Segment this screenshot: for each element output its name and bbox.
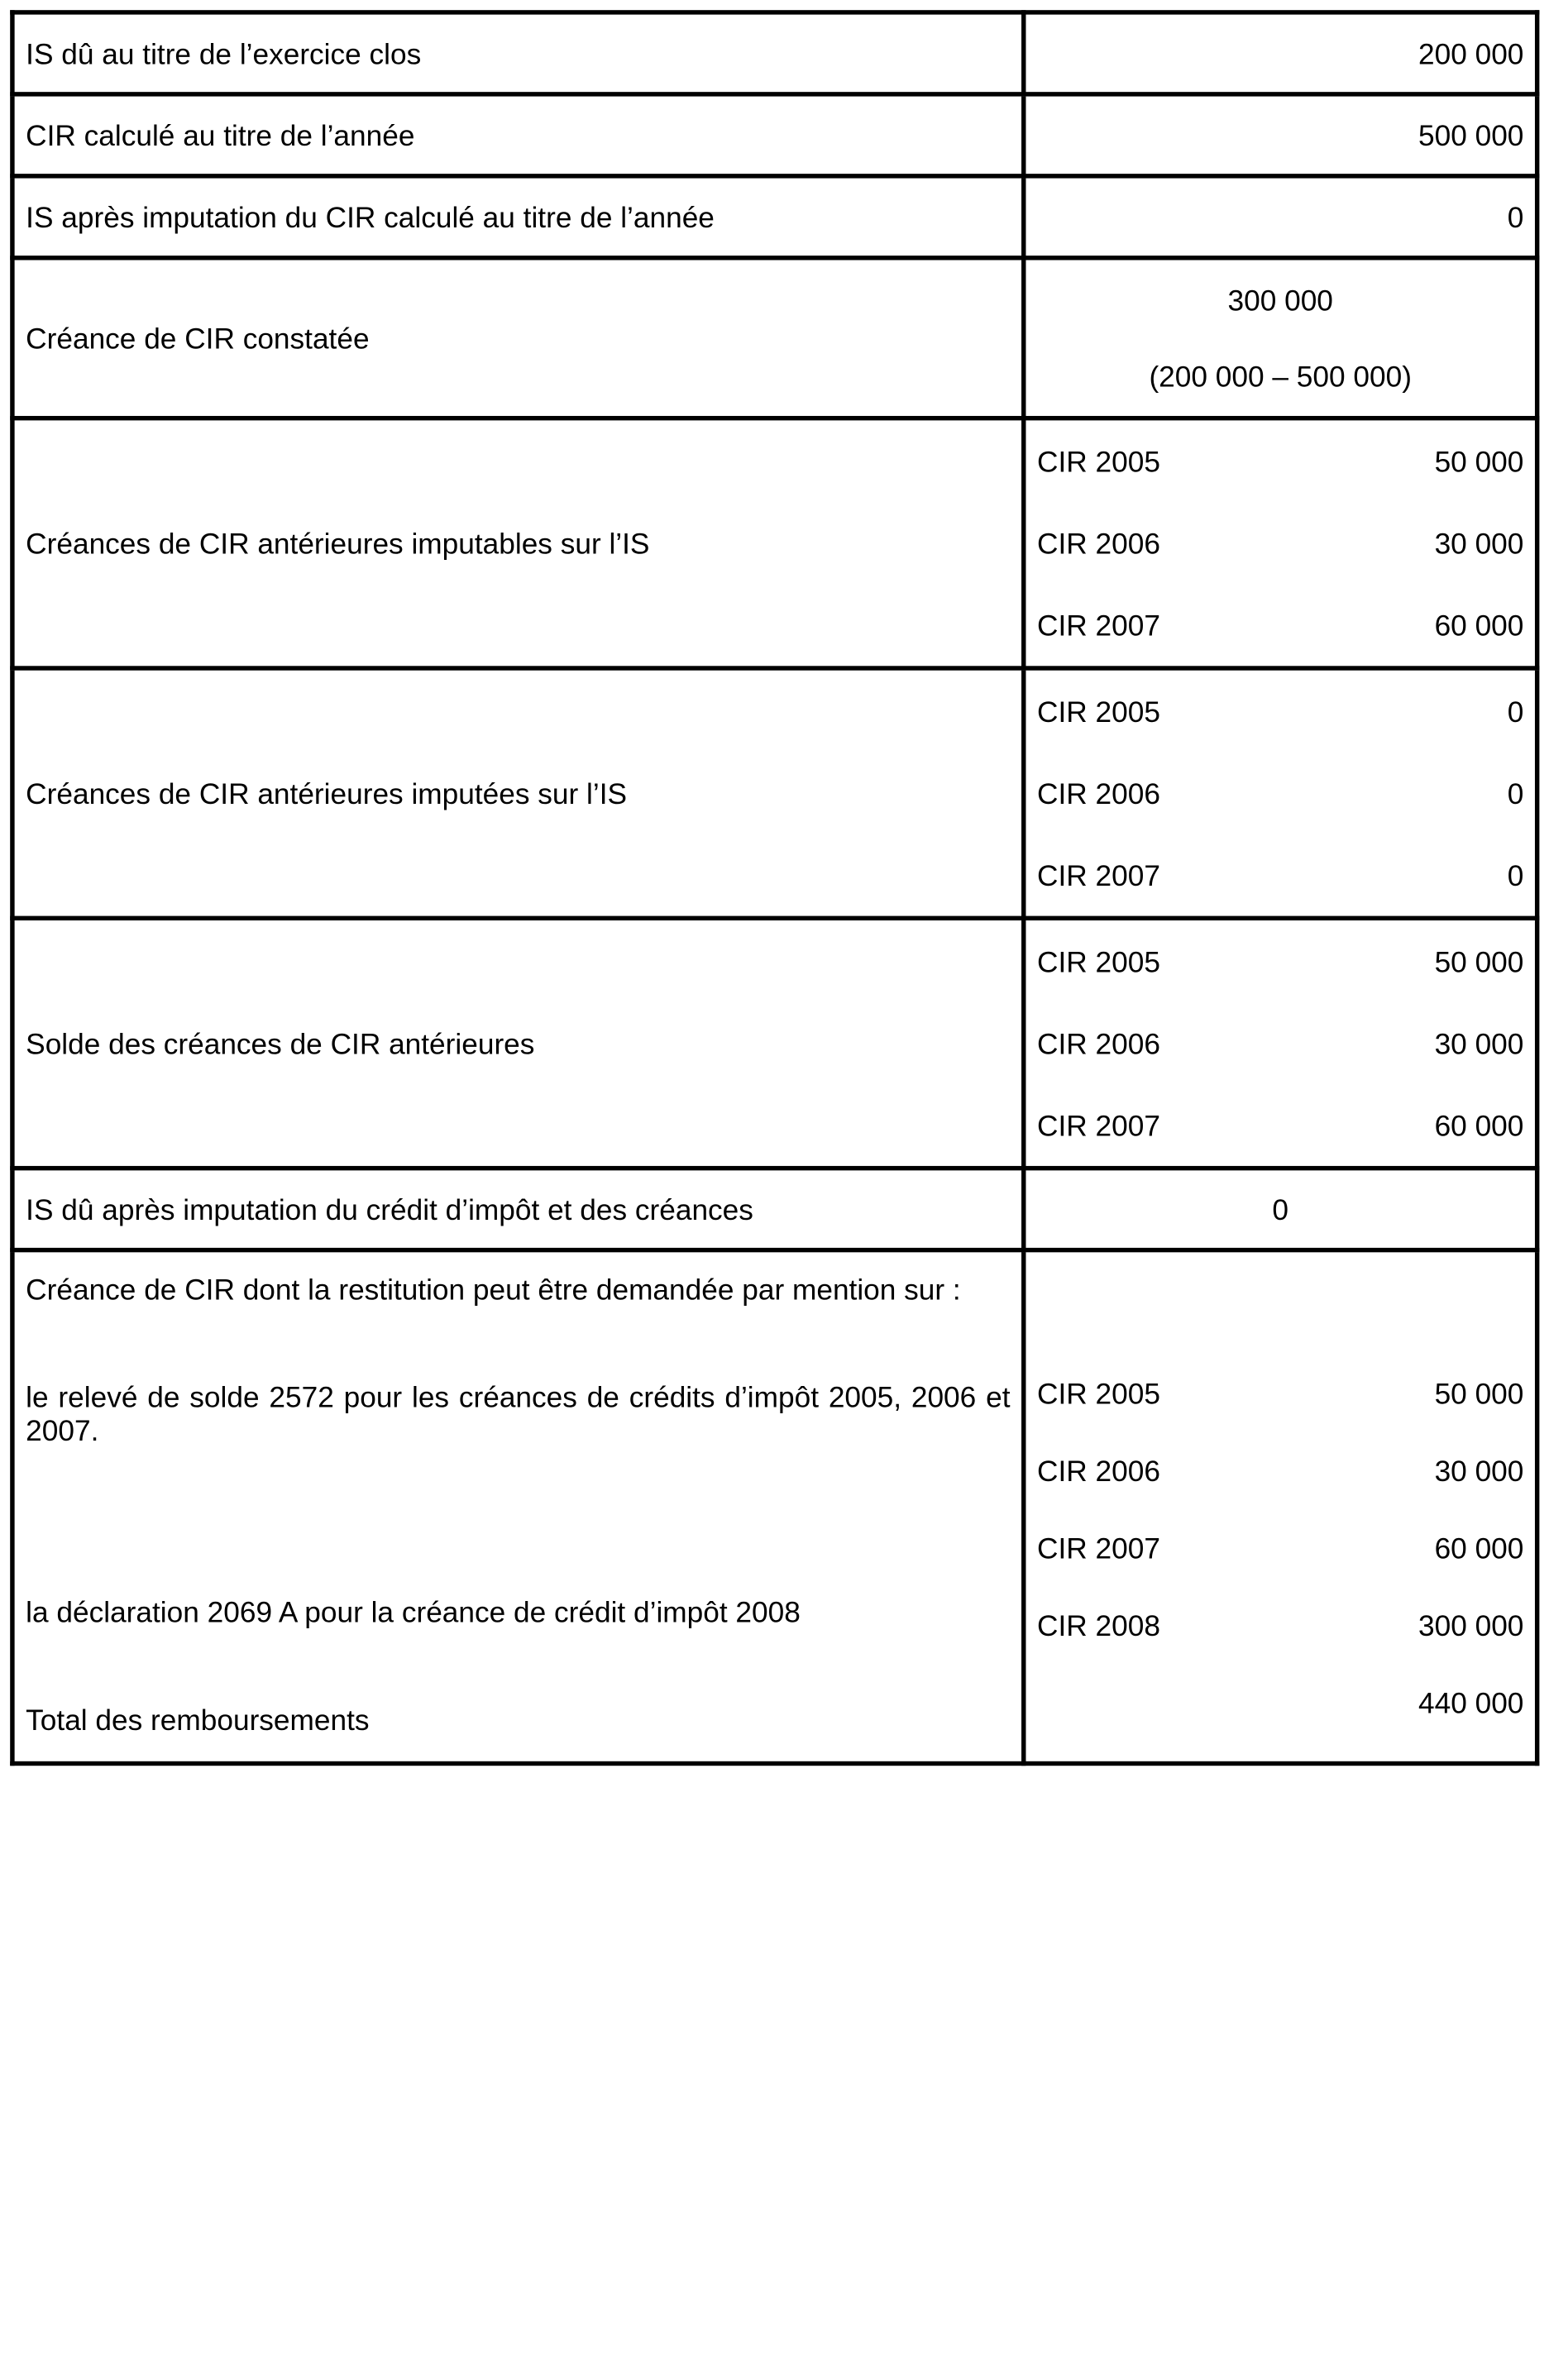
amount-value: 60 000 <box>1434 1108 1524 1142</box>
list-item <box>1037 1377 1523 1411</box>
row-value: 0 <box>1024 176 1537 258</box>
list-item <box>1037 502 1523 584</box>
list-item <box>1037 671 1523 753</box>
amount-value: 0 <box>1507 858 1524 892</box>
row-label: Créances de CIR antérieures imputées sur l’IS <box>12 668 1024 918</box>
cir-table <box>10 10 1539 1766</box>
row-value-cell <box>1024 918 1537 1168</box>
total-value: 440 000 <box>1418 1685 1524 1720</box>
year-label: CIR 2007 <box>1037 608 1160 643</box>
year-label: CIR 2006 <box>1037 526 1160 561</box>
row-label: Créances de CIR antérieures imputables sur l’IS <box>12 418 1024 668</box>
row-label: Solde des créances de CIR antérieures <box>12 918 1024 1168</box>
list-item <box>1037 1608 1523 1642</box>
amount-value: 30 000 <box>1434 1026 1524 1060</box>
list-item <box>1037 1084 1523 1166</box>
year-label: CIR 2007 <box>1037 1108 1160 1142</box>
year-label: CIR 2005 <box>1037 1376 1160 1411</box>
list-item <box>1037 753 1523 834</box>
list-item <box>1037 584 1523 666</box>
restitution-declaration: la déclaration 2069 A pour la créance de crédit d’impôt 2008 <box>26 1595 801 1629</box>
amount-value: 0 <box>1507 694 1524 729</box>
row-label: Créance de CIR constatée <box>12 258 1024 418</box>
amount-value: 30 000 <box>1434 526 1524 561</box>
table-row-restitution <box>12 1250 1537 1764</box>
year-label: CIR 2006 <box>1037 1454 1160 1489</box>
table-row-imputables <box>12 418 1537 668</box>
year-label: CIR 2005 <box>1037 444 1160 479</box>
spacer <box>1037 1488 1523 1532</box>
table-row-is-du-apres <box>12 1168 1537 1250</box>
spacer <box>1037 1642 1523 1686</box>
list-item <box>1037 1686 1523 1720</box>
amount-value: 300 000 <box>1418 1608 1524 1643</box>
row-value-cell <box>1024 668 1537 918</box>
spacer <box>1037 1268 1523 1377</box>
year-label: CIR 2006 <box>1037 1026 1160 1060</box>
row-value-cell <box>1024 258 1537 418</box>
row-value-detail: (200 000 – 500 000) <box>1149 359 1412 394</box>
year-label: CIR 2005 <box>1037 944 1160 978</box>
table-row-is-du <box>12 12 1537 94</box>
table-row-solde <box>12 918 1537 1168</box>
amount-value: 50 000 <box>1434 444 1524 479</box>
row-value: 0 <box>1024 1168 1537 1250</box>
row-value: 200 000 <box>1024 12 1537 94</box>
table-row-cir-calcule <box>12 94 1537 176</box>
restitution-releve: le relevé de solde 2572 pour les créances de crédits d’impôt 2005, 2006 et 2007. <box>26 1379 1011 1448</box>
amount-value: 60 000 <box>1434 608 1524 643</box>
amount-value: 50 000 <box>1434 944 1524 978</box>
year-label: CIR 2007 <box>1037 1531 1160 1565</box>
row-value: 300 000 <box>1227 283 1333 317</box>
row-value-cell <box>1024 418 1537 668</box>
restitution-label-cell <box>12 1250 1024 1764</box>
row-label: IS dû au titre de l’exercice clos <box>12 12 1024 94</box>
restitution-value-cell <box>1024 1250 1537 1764</box>
table-row-imputees <box>12 668 1537 918</box>
table-row-creance-constatee <box>12 258 1537 418</box>
row-value: 500 000 <box>1024 94 1537 176</box>
spacer <box>1037 1410 1523 1454</box>
amount-value: 30 000 <box>1434 1454 1524 1489</box>
list-item <box>1037 420 1523 502</box>
spacer <box>1037 1565 1523 1609</box>
row-label: CIR calculé au titre de l’année <box>12 94 1024 176</box>
list-item <box>1037 834 1523 916</box>
year-label: CIR 2006 <box>1037 776 1160 810</box>
row-label: IS après imputation du CIR calculé au titre de l’année <box>12 176 1024 258</box>
list-item <box>1037 1454 1523 1488</box>
row-label: IS dû après imputation du crédit d’impôt et des créances <box>12 1168 1024 1250</box>
list-item <box>1037 920 1523 1002</box>
amount-value: 60 000 <box>1434 1531 1524 1565</box>
list-item <box>1037 1532 1523 1565</box>
table-row-is-apres-imputation <box>12 176 1537 258</box>
amount-value: 50 000 <box>1434 1376 1524 1411</box>
amount-value: 0 <box>1507 776 1524 810</box>
year-label: CIR 2005 <box>1037 694 1160 729</box>
restitution-total-label: Total des remboursements <box>26 1703 370 1737</box>
year-label: CIR 2007 <box>1037 858 1160 892</box>
restitution-intro: Créance de CIR dont la restitution peut être demandée par mention sur : <box>26 1272 961 1307</box>
year-label: CIR 2008 <box>1037 1608 1160 1643</box>
list-item <box>1037 1002 1523 1084</box>
